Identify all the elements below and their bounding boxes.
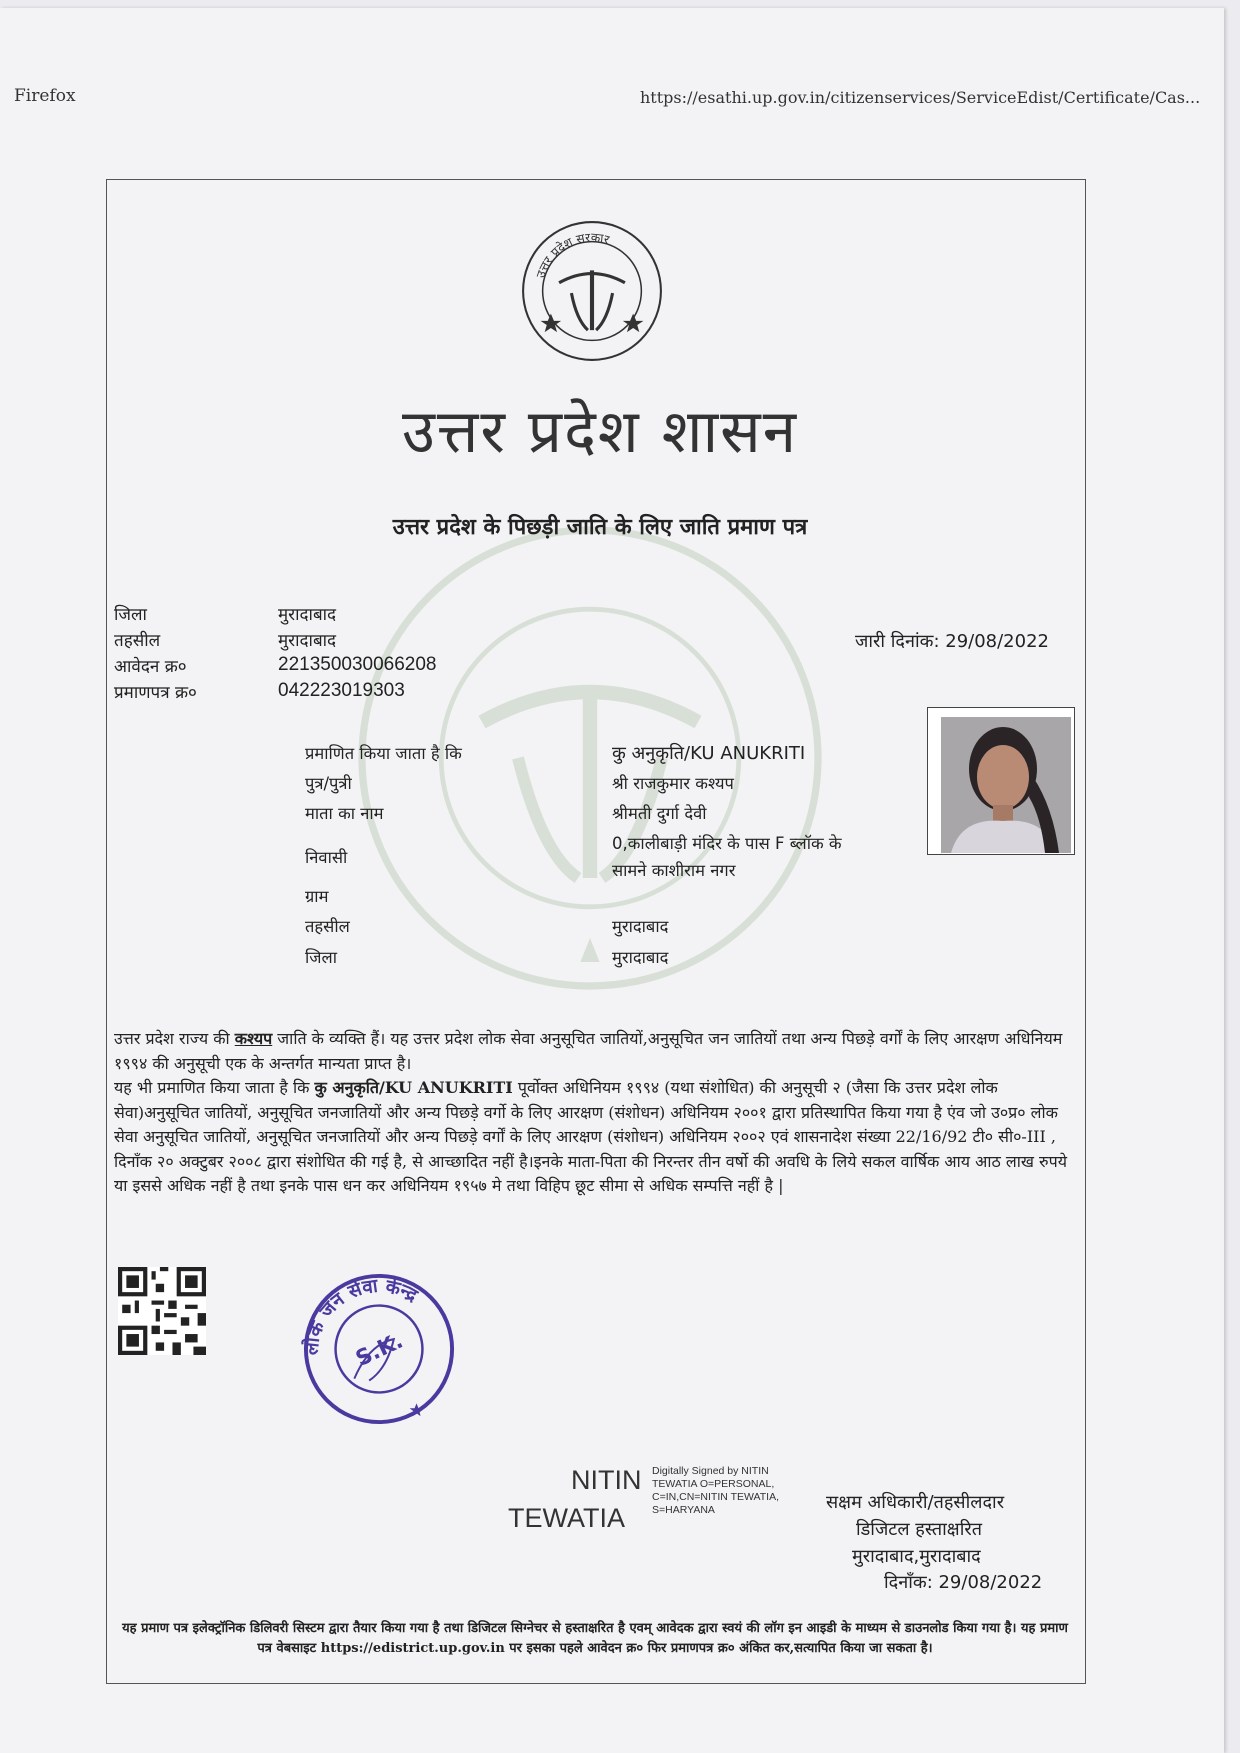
- issue-date: जारी दिनांक: 29/08/2022: [855, 631, 1049, 652]
- address-line-1: 0,कालीबाड़ी मंदिर के पास F ब्लॉक के: [612, 834, 842, 853]
- page-url[interactable]: https://esathi.up.gov.in/citizenservices/ServiceEdist/Certificate/Cas...: [640, 88, 1201, 107]
- officer-title: सक्षम अधिकारी/तहसीलदार: [826, 1492, 1005, 1513]
- government-title: उत्तर प्रदेश शासन: [401, 397, 799, 467]
- mother-name-label: माता का नाम: [305, 804, 384, 823]
- tehsil-detail-value: मुरादाबाद: [612, 917, 669, 936]
- up-government-emblem-icon: [520, 219, 664, 363]
- paragraph-creamy-layer: यह भी प्रमाणित किया जाता है कि कु अनुकृति/KU ANUKRITI पूर्वोक्त अधिनियम १९९४ (यथा संशोधित) की अनुसूची २ (जैसा कि उत्तर प्रदेश लोक सेवा)अनुसूचित जातियों, अनुसूचित जनजातियों और अन्य पिछड़े वर्गो के लिए आरक्षण (संशोधन) अधिनियम २००१ द्वारा प्रतिस्थापित किया गया है एंव जो उ०प्र० लोक सेवा अनुसूचित जातियों, अनुसूचित जनजातियों और अन्य पिछड़े वर्गों के लिए आरक्षण (संशोधन) अधिनियम २००२ एवं शासनादेश संख्या 22/16/92 टी० सी०-III , दिनाँक २० अक्टुबर २००८ द्वारा संशोधित की गई है, से आच्छादित नहीं है।इनके माता-पिता की निरन्तर तीन वर्षो की अवधि के लिये सकल वार्षिक आय आठ लाख रुपये या इससे अधिक नहीं है तथा इनके पास धन कर अधिनियम १९५७ मे तथा विहिप छूट सीमा से अधिक सम्पत्ति नहीं है |: [114, 1078, 1067, 1195]
- address-line-2: सामने काशीराम नगर: [612, 861, 736, 880]
- svg-text:S.K.: S.K.: [352, 1328, 408, 1372]
- district-value: मुरादाबाद: [278, 605, 337, 625]
- caste-name: कश्यप: [234, 1029, 273, 1048]
- seal-stamp-icon: [300, 1270, 458, 1428]
- tehsil-value: मुरादाबाद: [278, 631, 337, 651]
- certificate-body: [114, 1027, 1074, 1199]
- qr-code-icon: [118, 1267, 206, 1355]
- certificate-page: [0, 8, 1224, 1753]
- applicant-name: कु अनुकृति/KU ANUKRITI: [612, 743, 806, 764]
- certificate-number: 042223019303: [278, 680, 405, 701]
- officer-date: दिनाँक: 29/08/2022: [884, 1572, 1043, 1593]
- father-name: श्री राजकुमार कश्यप: [612, 774, 734, 793]
- svg-text:लोक जन सेवा केन्द्र: लोक जन सेवा केन्द्र: [301, 1275, 421, 1357]
- signer-last-name: TEWATIA: [508, 1503, 625, 1533]
- tehsil-detail-label: तहसील: [305, 917, 350, 936]
- district-detail-label: जिला: [305, 948, 337, 967]
- officer-place: मुरादाबाद,मुरादाबाद: [852, 1546, 981, 1567]
- digital-signature-details: Digitally Signed by NITIN TEWATIA O=PERSONAL, C=IN,CN=NITIN TEWATIA, S=HARYANA: [652, 1465, 779, 1516]
- certificate-title: उत्तर प्रदेश के पिछड़ी जाति के लिए जाति प्रमाण पत्र: [392, 514, 808, 540]
- village-label: ग्राम: [305, 887, 329, 906]
- certified-label: प्रमाणित किया जाता है कि: [305, 744, 462, 763]
- browser-name: Firefox: [14, 86, 76, 106]
- tehsil-label: तहसील: [114, 631, 161, 651]
- district-label: जिला: [114, 605, 147, 625]
- resident-label: निवासी: [305, 848, 348, 867]
- signer-first-name: NITIN: [571, 1465, 642, 1495]
- verification-note: यह प्रमाण पत्र इलेक्ट्रॉनिक डिलिवरी सिस्टम द्वारा तैयार किया गया है तथा डिजिटल सिग्नेचर से हस्ताक्षरित है एवम् आवेदक द्वारा स्वयं की लॉग इन आइडी के माध्यम से डाउनलोड किया गया है। यह प्रमाण पत्र वेबसाइट https://edistrict.up.gov.in पर इसका पहले आवेदन क्र० फिर प्रमाणपत्र क्र० अंकित कर,सत्यापित किया जा सकता है।: [122, 1621, 1068, 1656]
- applicant-name-inline: कु अनुकृति/KU ANUKRITI: [314, 1078, 513, 1097]
- certificate-number-label: प्रमाणपत्र क्र०: [114, 683, 197, 703]
- son-daughter-label: पुत्र/पुत्री: [305, 774, 352, 793]
- digitally-signed-label: डिजिटल हस्ताक्षरित: [856, 1519, 982, 1540]
- district-detail-value: मुरादाबाद: [612, 948, 669, 967]
- svg-text:उत्तर प्रदेश सरकार: उत्तर प्रदेश सरकार: [533, 230, 611, 280]
- applicant-photo: [927, 707, 1075, 855]
- mother-name: श्रीमती दुर्गा देवी: [612, 804, 707, 823]
- application-label: आवेदन क्र०: [114, 657, 187, 677]
- application-number: 221350030066208: [278, 654, 437, 675]
- paragraph-caste: उत्तर प्रदेश राज्य की कश्यप जाति के व्यक्ति हैं। यह उत्तर प्रदेश लोक सेवा अनुसूचित जातियों,अनुसूचित जन जातियों तथा अन्य पिछड़े वर्गों के लिए आरक्षण अधिनियम १९९४ की अनुसूची एक के अन्तर्गत मान्यता प्राप्त है।: [114, 1029, 1063, 1073]
